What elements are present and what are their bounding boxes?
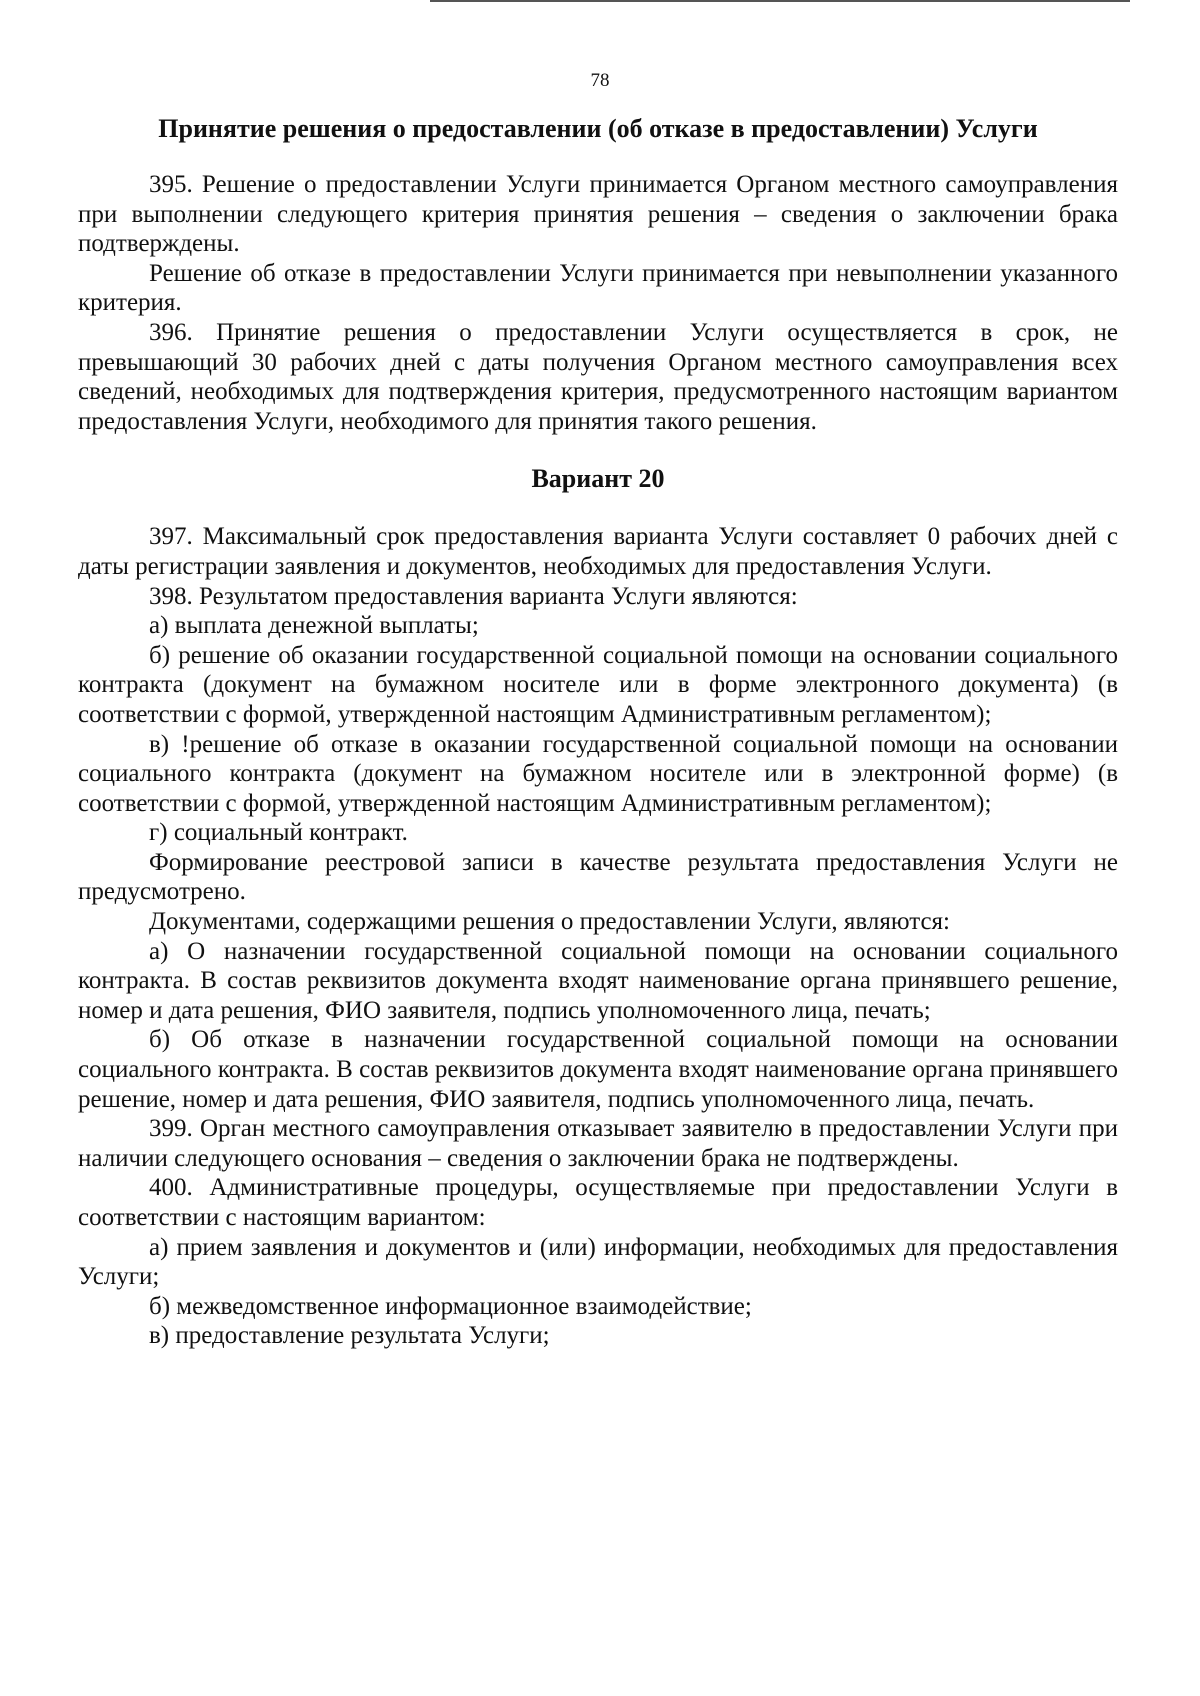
list-item-400-b: б) межведомственное информационное взаимодействие; (149, 1292, 752, 1320)
page-number: 78 (590, 70, 610, 91)
page-content (78, 114, 1118, 1351)
list-item-398-a: а) выплата денежной выплаты; (149, 612, 479, 640)
list-item-docs-b: б) Об отказе в назначении государственной социальной помощи на основании социального контракта. В состав реквизитов документа входят наименование органа принявшего решение, номер и дата решения, ФИО заявителя, подпись уполномоченного лица, печать. (78, 1026, 1118, 1113)
list-item-398-b: б) решение об оказании государственной социальной помощи на основании социального контракта (документ на бумажном носителе или в форме электронного документа) (в соответствии с формой, утвержденной настоящим Административным регламентом); (78, 641, 1118, 728)
paragraph-397: 397. Максимальный срок предоставления варианта Услуги составляет 0 рабочих дней с даты регистрации заявления и документов, необходимых для предоставления Услуги. (78, 523, 1118, 580)
paragraph-399: 399. Орган местного самоуправления отказывает заявителю в предоставлении Услуги при наличии следующего основания – сведения о заключении брака не подтверждены. (78, 1115, 1118, 1172)
paragraph-395: 395. Решение о предоставлении Услуги принимается Органом местного самоуправления при выполнении следующего критерия принятия решения – сведения о заключении брака подтверждены. (78, 171, 1118, 258)
paragraph-396: 396. Принятие решения о предоставлении Услуги осуществляется в срок, не превышающий 30 рабочих дней с даты получения Органом местного самоуправления всех сведений, необходимых для подтверждения критерия, предусмотренного настоящим вариантом предоставления Услуги, необходимого для принятия такого решения. (78, 318, 1118, 435)
list-item-400-a: а) прием заявления и документов и (или) информации, необходимых для предоставления Услуги; (78, 1233, 1118, 1291)
paragraph-398: 398. Результатом предоставления варианта Услуги являются: (149, 582, 798, 610)
paragraph-400: 400. Административные процедуры, осуществляемые при предоставлении Услуги в соответствии с настоящим вариантом: (78, 1174, 1118, 1231)
paragraph-registry-record: Формирование реестровой записи в качестве результата предоставления Услуги не предусмотрено. (78, 848, 1118, 906)
paragraph-395-refusal: Решение об отказе в предоставлении Услуги принимается при невыполнении указанного критерия. (78, 259, 1118, 317)
paragraph-decision-documents: Документами, содержащими решения о предоставлении Услуги, являются: (149, 908, 950, 936)
section-title: Принятие решения о предоставлении (об отказе в предоставлении) Услуги (158, 114, 1038, 143)
list-item-398-g: г) социальный контракт. (149, 819, 408, 847)
top-rule (430, 0, 1130, 2)
list-item-docs-a: а) О назначении государственной социальной помощи на основании социального контракта. В состав реквизитов документа входят наименование органа принявшего решение, номер и дата решения, ФИО заявителя, подпись уполномоченного лица, печать; (78, 937, 1118, 1024)
list-item-400-v: в) предоставление результата Услуги; (149, 1322, 550, 1350)
variant-title: Вариант 20 (531, 464, 665, 494)
list-item-398-v: в) !решение об отказе в оказании государственной социальной помощи на основании социального контракта (документ на бумажном носителе или в электронной форме) (в соответствии с формой, утвержденной настоящим Административным регламентом); (78, 730, 1118, 817)
